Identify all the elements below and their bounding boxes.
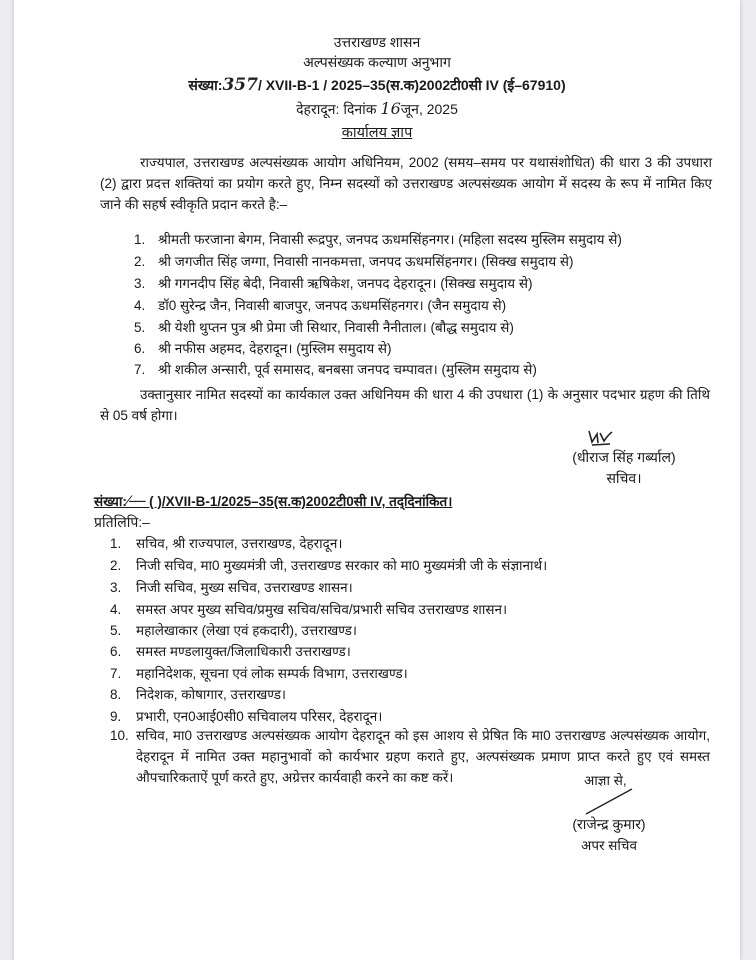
office-memo-title: कार्यालय ज्ञाप <box>341 125 413 141</box>
copy-to-text: महानिदेशक, सूचना एवं लोक सम्पर्क विभाग, उत्तराखण्ड। <box>136 666 408 681</box>
copy-heading: प्रतिलिपि:– <box>94 514 150 530</box>
copy-reference-blank: ( ) <box>145 494 162 509</box>
member-text: श्रीमती फरजाना बेगम, निवासी रूद्रपुर, जनपद ऊधमसिंहनगर। (महिला सदस्य मुस्लिम समुदाय से) <box>158 232 622 247</box>
place-date <box>14 99 740 119</box>
copy-to-number: 7. <box>110 666 122 681</box>
copy-reference-prefix: संख्या: <box>94 494 127 509</box>
copy-to-number: 10. <box>110 728 129 743</box>
copy-to-number: 2. <box>110 558 122 573</box>
signature-scribble-1 <box>586 429 616 447</box>
copy-to-number: 3. <box>110 580 122 595</box>
copy-reference-number <box>94 492 452 510</box>
signature-1 <box>586 429 616 447</box>
right-gutter <box>740 0 756 960</box>
copy-to-text: निदेशक, कोषागार, उत्तराखण्ड। <box>136 687 287 702</box>
government-name: उत्तराखण्ड शासन <box>333 34 421 50</box>
signatory-1-designation: सचिव। <box>606 470 642 486</box>
reference-rest: / XVII-B-1 / 2025–35(स.क)2002टी0सी IV (ई–67910) <box>257 77 566 93</box>
copy-to-item <box>110 707 382 725</box>
member-number: 2. <box>134 254 146 269</box>
copy-to-text: समस्त मण्डलायुक्त/जिलाधिकारी उत्तराखण्ड। <box>136 644 351 659</box>
signatory-1-name: (धीराज सिंह गर्ब्याल) <box>572 449 676 465</box>
copy-to-text: निजी सचिव, मा0 मुख्यमंत्री जी, उत्तराखण्ड सरकार को मा0 मुख्यमंत्री जी के संज्ञानार्थ। <box>136 558 548 573</box>
copy-to-text: सचिव, मा0 उत्तराखण्ड अल्पसंख्यक आयोग देहरादून को इस आशय से प्रेषित कि मा0 उत्तराखण्ड अल्पसंख्यक आयोग, देहरादून में नामित उक्त महानुभावों को कार्यभार ग्रहण कराते हुए, अल्पसंख्यक प्रमाण प्राप्त करते हुए एवं समस्त औपचारिकताऐं पूर्ण करते हुए, अग्रेत्तर कार्यवाही करने का कष्ट करें। <box>136 728 710 785</box>
copy-to-number: 9. <box>110 709 122 724</box>
copy-to-item <box>110 621 357 639</box>
left-gutter <box>0 0 14 960</box>
copy-to-item <box>110 664 408 682</box>
copy-to-number: 8. <box>110 687 122 702</box>
member-item <box>134 230 622 248</box>
copy-to-item <box>110 556 547 574</box>
date-rest: जून, 2025 <box>400 101 458 117</box>
signatory-2-designation: अपर सचिव <box>581 838 637 853</box>
signatory-2-name: (राजेन्द्र कुमार) <box>572 816 646 832</box>
copy-reference-dash: ⁄── <box>126 494 146 510</box>
tenure-paragraph: उक्तानुसार नामित सदस्यों का कार्यकाल उक्त अधिनियम की धारा 4 की उपधारा (1) के अनुसार पदभार ग्रहण की तिथि से 05 वर्ष होगा। <box>100 387 710 423</box>
copy-to-number: 6. <box>110 644 122 659</box>
copy-to-number: 4. <box>110 602 122 617</box>
copy-to-text: सचिव, श्री राज्यपाल, उत्तराखण्ड, देहरादून। <box>136 536 343 551</box>
member-item <box>134 274 532 292</box>
reference-handwritten-number: 357 <box>222 75 258 95</box>
copy-to-item <box>110 534 342 552</box>
member-item <box>134 296 506 314</box>
copy-to-item <box>110 600 507 618</box>
member-item <box>134 360 537 378</box>
member-text: श्री गगनदीप सिंह बेदी, निवासी ऋषिकेश, जनपद देहरादून। (सिक्ख समुदाय से) <box>158 276 533 291</box>
copy-to-number: 5. <box>110 623 122 638</box>
copy-to-item <box>110 642 351 660</box>
member-text: डॉ0 सुरेन्द्र जैन, निवासी बाजपुर, जनपद ऊधमसिंहनगर। (जैन समुदाय से) <box>158 298 507 313</box>
copy-to-text: निजी सचिव, मुख्य सचिव, उत्तराखण्ड शासन। <box>136 580 353 595</box>
member-item <box>134 339 392 357</box>
document-page <box>14 0 740 960</box>
signature-2 <box>584 786 636 816</box>
signature-scribble-2 <box>584 786 636 816</box>
member-text: श्री जगजीत सिंह जग्गा, निवासी नानकमत्ता, जनपद ऊधमसिंहनगर। (सिक्ख समुदाय से) <box>158 254 574 269</box>
member-item <box>134 318 514 336</box>
date-handwritten-day: 16 <box>380 99 401 118</box>
copy-to-item <box>110 685 286 703</box>
member-text: श्री नफीस अहमद, देहरादून। (मुस्लिम समुदाय से) <box>158 341 392 356</box>
copy-to-item <box>110 578 353 596</box>
member-text: श्री येशी थुप्तन पुत्र श्री प्रेमा जी सिथार, निवासी नैनीताल। (बौद्ध समुदाय से) <box>158 320 514 335</box>
copy-reference-rest: /XVII-B-1/2025–35(स.क)2002टी0सी IV, तद्‌दिनांकित। <box>161 494 453 509</box>
member-text: श्री शकील अन्सारी, पूर्व समासद, बनबसा जनपद चम्पावत। (मुस्लिम समुदाय से) <box>158 362 537 377</box>
copy-to-text: महालेखाकार (लेखा एवं हकदारी), उत्तराखण्ड। <box>136 623 357 638</box>
reference-number <box>14 75 740 95</box>
member-number: 5. <box>134 320 146 335</box>
member-number: 6. <box>134 341 146 356</box>
department-name: अल्पसंख्यक कल्याण अनुभाग <box>303 54 451 70</box>
by-order-text: आज्ञा से, <box>584 773 627 788</box>
copy-to-text: प्रभारी, एन0आई0सी0 सचिवालय परिसर, देहरादून। <box>136 709 383 724</box>
copy-to-text: समस्त अपर मुख्य सचिव/प्रमुख सचिव/सचिव/प्रभारी सचिव उत्तराखण्ड शासन। <box>136 602 508 617</box>
reference-prefix: संख्या: <box>188 77 223 93</box>
member-number: 3. <box>134 276 146 291</box>
place-date-prefix: देहरादून: दिनांक <box>296 101 381 117</box>
member-number: 4. <box>134 298 146 313</box>
member-number: 7. <box>134 362 146 377</box>
member-item <box>134 252 574 270</box>
member-number: 1. <box>134 232 146 247</box>
intro-paragraph: राज्यपाल, उत्तराखण्ड अल्पसंख्यक आयोग अधिनियम, 2002 (समय–समय पर यथासंशोधित) की धारा 3 की उपधारा (2) द्वारा प्रदत्त शक्तियां का प्रयोग करते हुए, निम्न सदस्यों को उत्तराखण्ड अल्पसंख्यक आयोग में सदस्य के रूप में नामित किए जाने की सहर्ष स्वीकृति प्रदान करते है:– <box>100 155 712 212</box>
copy-to-number: 1. <box>110 536 122 551</box>
